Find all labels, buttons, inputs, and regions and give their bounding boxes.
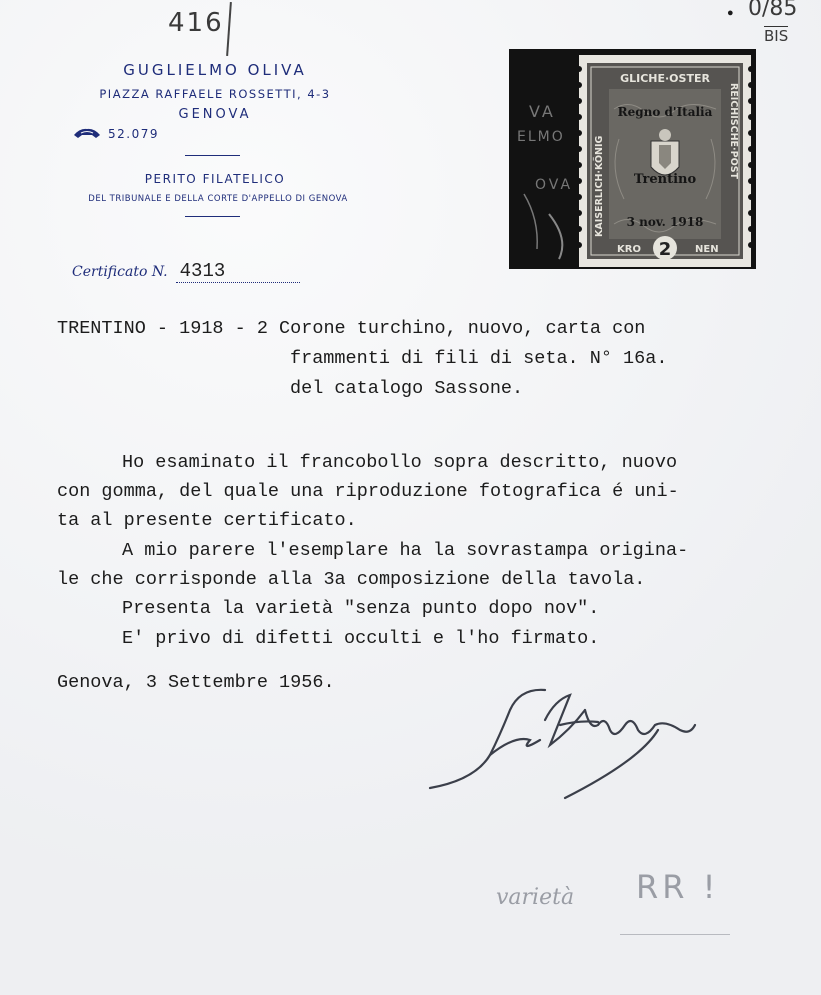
- signature: [420, 680, 720, 800]
- phone-number: 52.079: [108, 127, 159, 141]
- body-line: Presenta la varietà "senza punto dopo nov".: [122, 598, 600, 619]
- description-line: TRENTINO - 1918 - 2 Corone turchino, nuovo, carta con: [57, 318, 646, 339]
- divider: [185, 216, 240, 217]
- svg-text:REICHISCHE·POST: REICHISCHE·POST: [728, 83, 739, 180]
- stamp-image: [509, 49, 756, 269]
- body-line: ta al presente certificato.: [57, 510, 357, 531]
- svg-text:GLICHE·OSTER: GLICHE·OSTER: [620, 72, 710, 85]
- description-line: del catalogo Sassone.: [290, 378, 524, 399]
- bullet-dot: ●: [727, 8, 734, 20]
- place-date: Genova, 3 Settembre 1956.: [57, 672, 335, 693]
- handwritten-ref-bis: BIS: [764, 27, 789, 45]
- svg-text:KAISERLICH·KÖNIG: KAISERLICH·KÖNIG: [594, 135, 605, 237]
- body-line: con gomma, del quale una riproduzione fotografica é uni-: [57, 481, 679, 502]
- pencil-note-varieta: varietà: [496, 885, 575, 910]
- certificate-label: Certificato N.: [72, 264, 168, 280]
- pencil-underline: [620, 934, 730, 935]
- letterhead-title: PERITO FILATELICO: [144, 172, 286, 186]
- description-line: frammenti di fili di seta. N° 16a.: [290, 348, 668, 369]
- svg-text:OVA: OVA: [535, 177, 574, 193]
- body-line: Ho esaminato il francobollo sopra descritto, nuovo: [122, 452, 678, 473]
- divider: [185, 155, 240, 156]
- svg-text:2: 2: [658, 239, 672, 260]
- pen-stroke: [226, 2, 232, 56]
- letterhead-phone: [72, 127, 159, 141]
- certificate-number: 4313: [176, 260, 300, 283]
- pencil-note-rarity: RR !: [636, 868, 720, 906]
- letterhead-city: GENOVA: [178, 107, 252, 122]
- telephone-icon: [72, 127, 102, 141]
- handwritten-reference-number: 416: [168, 8, 224, 38]
- svg-text:3 nov. 1918: 3 nov. 1918: [626, 215, 704, 229]
- svg-text:Regno d'Italia: Regno d'Italia: [617, 105, 713, 119]
- svg-text:Trentino: Trentino: [633, 172, 697, 187]
- letterhead-name: GUGLIELMO OLIVA: [123, 61, 307, 79]
- svg-text:KRO: KRO: [617, 244, 641, 255]
- svg-text:VA: VA: [529, 102, 556, 121]
- body-line: E' privo di difetti occulti e l'ho firmato.: [122, 628, 600, 649]
- body-line: le che corrisponde alla 3a composizione della tavola.: [57, 569, 646, 590]
- letterhead-subtitle: DEL TRIBUNALE E DELLA CORTE D'APPELLO DI GENOVA: [88, 194, 348, 204]
- svg-text:ELMO: ELMO: [517, 129, 565, 145]
- body-line: A mio parere l'esemplare ha la sovrastampa origina-: [122, 540, 689, 561]
- letterhead-address: PIAZZA RAFFAELE ROSSETTI, 4-3: [99, 87, 331, 101]
- handwritten-ref-top: 0/85: [748, 0, 798, 21]
- svg-text:NEN: NEN: [695, 244, 719, 255]
- certificate-number-row: [72, 260, 300, 283]
- stamp-photo: [509, 49, 756, 269]
